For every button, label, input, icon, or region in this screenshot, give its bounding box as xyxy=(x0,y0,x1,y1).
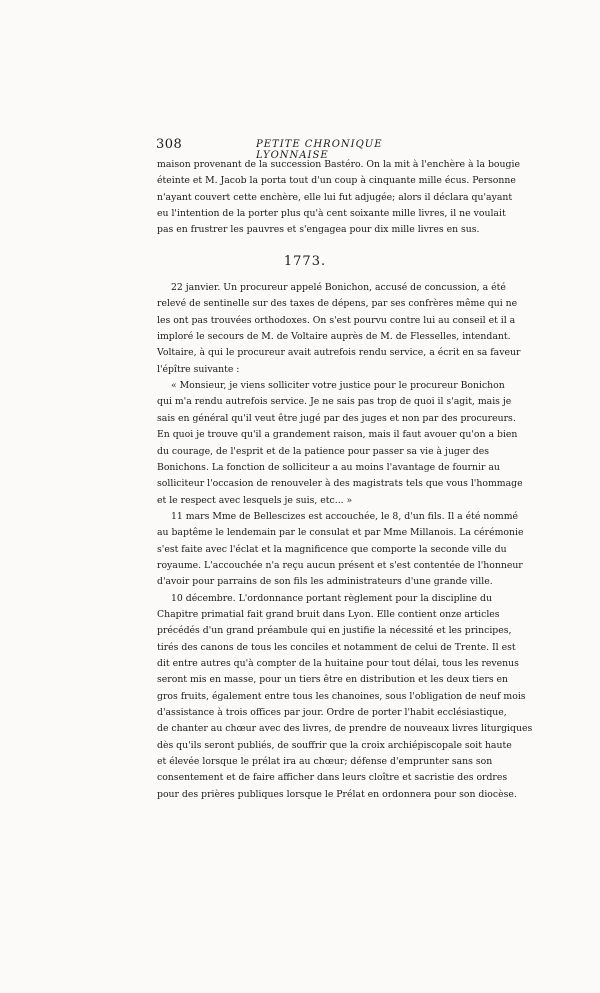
text-line: royaume. L'accouchée n'a reçu aucun présent et s'est contentée de l'honneur xyxy=(157,559,523,571)
year-heading: 1773. xyxy=(283,253,327,269)
paragraph-continuation xyxy=(157,157,520,239)
text-line: 10 décembre. L'ordonnance portant règlement pour la discipline du xyxy=(171,592,492,604)
text-line: relevé de sentinelle sur des taxes de dépens, par ses confrères même qui ne xyxy=(157,298,518,310)
text-line: « Monsieur, je viens solliciter votre justice pour le procureur Bonichon xyxy=(171,380,505,392)
text-line: éteinte et M. Jacob la porta tout d'un coup à cinquante mille écus. Personne xyxy=(157,175,516,187)
text-line: Chapitre primatial fait grand bruit dans Lyon. Elle contient onze articles xyxy=(157,608,500,620)
entry-december xyxy=(157,591,533,803)
text-line: précédés d'un grand préambule qui en justifie la nécessité et les principes, xyxy=(157,625,512,637)
text-line: du courage, de l'esprit et de la patience pour passer sa vie à juger des xyxy=(157,445,490,457)
entry-january xyxy=(157,280,521,378)
text-line: maison provenant de la succession Bastéro. On la mit à l'enchère à la bougie xyxy=(157,159,520,170)
running-title: PETITE CHRONIQUE LYONNAISE xyxy=(256,139,383,161)
text-line: d'assistance à trois offices par jour. Ordre de porter l'habit ecclésiastique, xyxy=(157,707,507,718)
text-line: pas en frustrer les pauvres et s'engagea pour dix mille livres en sus. xyxy=(157,224,480,236)
text-line: pour des prières publiques lorsque le Prélat en ordonnera pour son diocèse. xyxy=(157,788,517,800)
text-line: seront mis en masse, pour un tiers être en distribution et les deux tiers en xyxy=(157,674,509,686)
page-body xyxy=(157,157,533,803)
text-line: 11 mars Mme de Bellescizes est accouchée, le 8, d'un fils. Il a été nommé xyxy=(171,510,519,522)
text-line: et le respect avec lesquels je suis, etc... » xyxy=(157,494,353,506)
voltaire-letter xyxy=(157,378,523,509)
text-line: sais en général qu'il veut être jugé par des juges et non par des procureurs. xyxy=(157,412,516,424)
text-line: consentement et de faire afficher dans leurs cloître et sacristie des ordres xyxy=(157,772,508,784)
text-line: au baptême le lendemain par le consulat et par Mme Millanois. La cérémonie xyxy=(157,527,524,539)
text-line: d'avoir pour parrains de son fils les administrateurs d'une grande ville. xyxy=(157,576,493,588)
text-line: tirés des canons de tous les conciles et notamment de celui de Trente. Il est xyxy=(157,641,516,653)
text-line: de chanter au chœur avec des livres, de prendre de nouveaux livres liturgiques xyxy=(157,723,533,735)
entry-march xyxy=(157,509,524,591)
text-line: solliciteur l'occasion de renouveler à des magistrats tels que vous l'hommage xyxy=(157,478,523,490)
text-line: dit entre autres qu'à compter de la huitaine pour tout délai, tous les revenus xyxy=(157,657,519,669)
text-line: et élevée lorsque le prélat ira au chœur; défense d'emprunter sans son xyxy=(157,756,493,768)
text-line: eu l'intention de la porter plus qu'à cent soixante mille livres, il ne voulait xyxy=(157,208,506,220)
text-line: 22 janvier. Un procureur appelé Bonichon, accusé de concussion, a été xyxy=(171,282,506,294)
text-line: les ont pas trouvées orthodoxes. On s'est pourvu contre lui au conseil et il a xyxy=(157,314,516,326)
text-line: dès qu'ils seront publiés, de souffrir que la croix archiépiscopale soit haute xyxy=(157,739,512,751)
page-number: 308 xyxy=(156,137,183,152)
text-line: n'ayant couvert cette enchère, elle lui fut adjugée; alors il déclara qu'ayant xyxy=(157,191,513,203)
text-line: s'est faite avec l'éclat et la magnificence que comporte la seconde ville du xyxy=(157,543,507,555)
text-line: Bonichons. La fonction de solliciteur a au moins l'avantage de fournir au xyxy=(157,461,500,473)
text-line: l'épître suivante : xyxy=(157,363,240,375)
text-line: imploré le secours de M. de Voltaire auprès de M. de Flesselles, intendant. xyxy=(157,331,511,343)
text-line: gros fruits, également entre tous les chanoines, sous l'obligation de neuf mois xyxy=(157,690,526,702)
text-line: qui m'a rendu autrefois service. Je ne sais pas trop de quoi il s'agit, mais je xyxy=(157,396,512,408)
text-line: Voltaire, à qui le procureur avait autrefois rendu service, a écrit en sa faveur xyxy=(157,347,521,359)
text-line: En quoi je trouve qu'il a grandement raison, mais il faut avouer qu'on a bien xyxy=(157,429,518,441)
